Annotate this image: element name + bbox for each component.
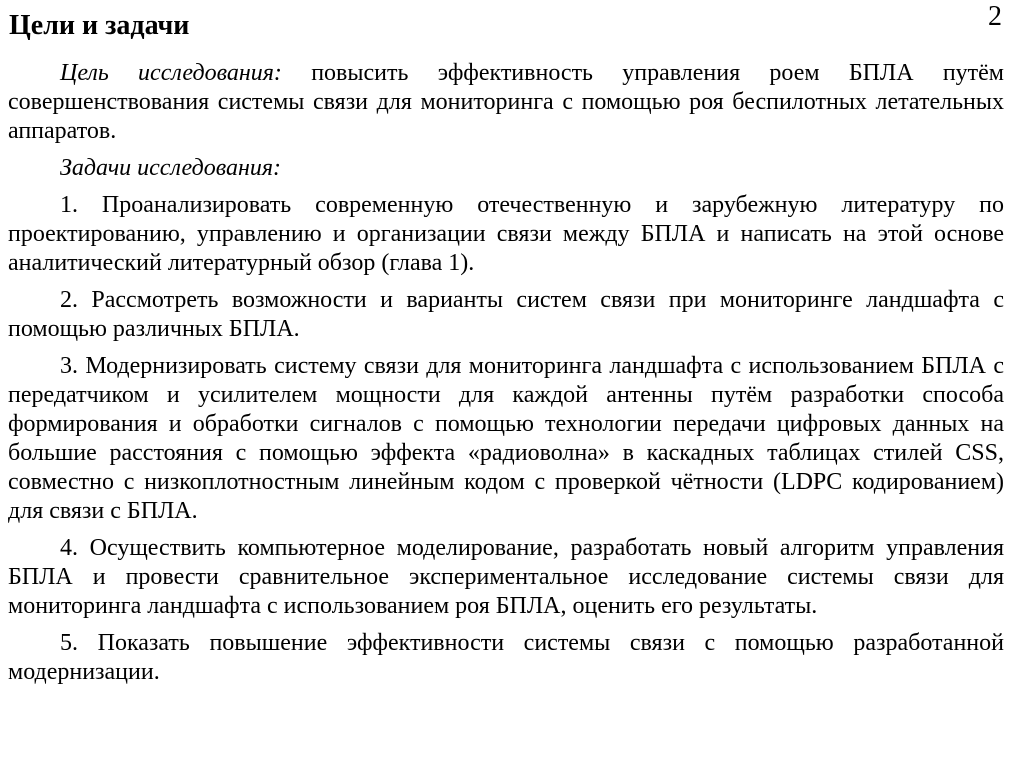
goal-text: повысить эффективность управления роем БПЛА путём совершенствования системы связи для мониторинга с помощью роя беспилотных летательных аппаратов. — [8, 60, 1004, 144]
goal-label: Цель исследования: — [60, 60, 282, 86]
slide-content — [8, 59, 1004, 695]
tasks-label: Задачи исследования: — [60, 155, 282, 181]
slide-title: Цели и задачи — [9, 10, 190, 41]
task-item-2: 2. Рассмотреть возможности и варианты систем связи при мониторинге ландшафта с помощью различных БПЛА. — [8, 287, 1004, 342]
task-item-3: 3. Модернизировать систему связи для мониторинга ландшафта с использованием БПЛА с передатчиком и усилителем мощности для каждой антенны путём разработки способа формирования и обработки сигналов с помощью технологии передачи цифровых данных на большие расстояния с помощью эффекта «радиоволна» в каскадных таблицах стилей CSS, совместно с низкоплотностным линейным кодом с проверкой чётности (LDPC кодированием) для связи с БПЛА. — [8, 353, 1004, 524]
tasks-heading — [8, 154, 1004, 183]
task-item-5: 5. Показать повышение эффективности системы связи с помощью разработанной модернизации. — [8, 630, 1004, 685]
task-item-1: 1. Проанализировать современную отечественную и зарубежную литературу по проектированию, управлению и организации связи между БПЛА и написать на этой основе аналитический литературный обзор (глава 1). — [8, 192, 1004, 276]
task-item-4: 4. Осуществить компьютерное моделирование, разработать новый алгоритм управления БПЛА и провести сравнительное экспериментальное исследование системы связи для мониторинга ландшафта с использованием роя БПЛА, оценить его результаты. — [8, 535, 1004, 619]
goal-paragraph — [8, 59, 1004, 146]
page-number: 2 — [988, 1, 1002, 32]
